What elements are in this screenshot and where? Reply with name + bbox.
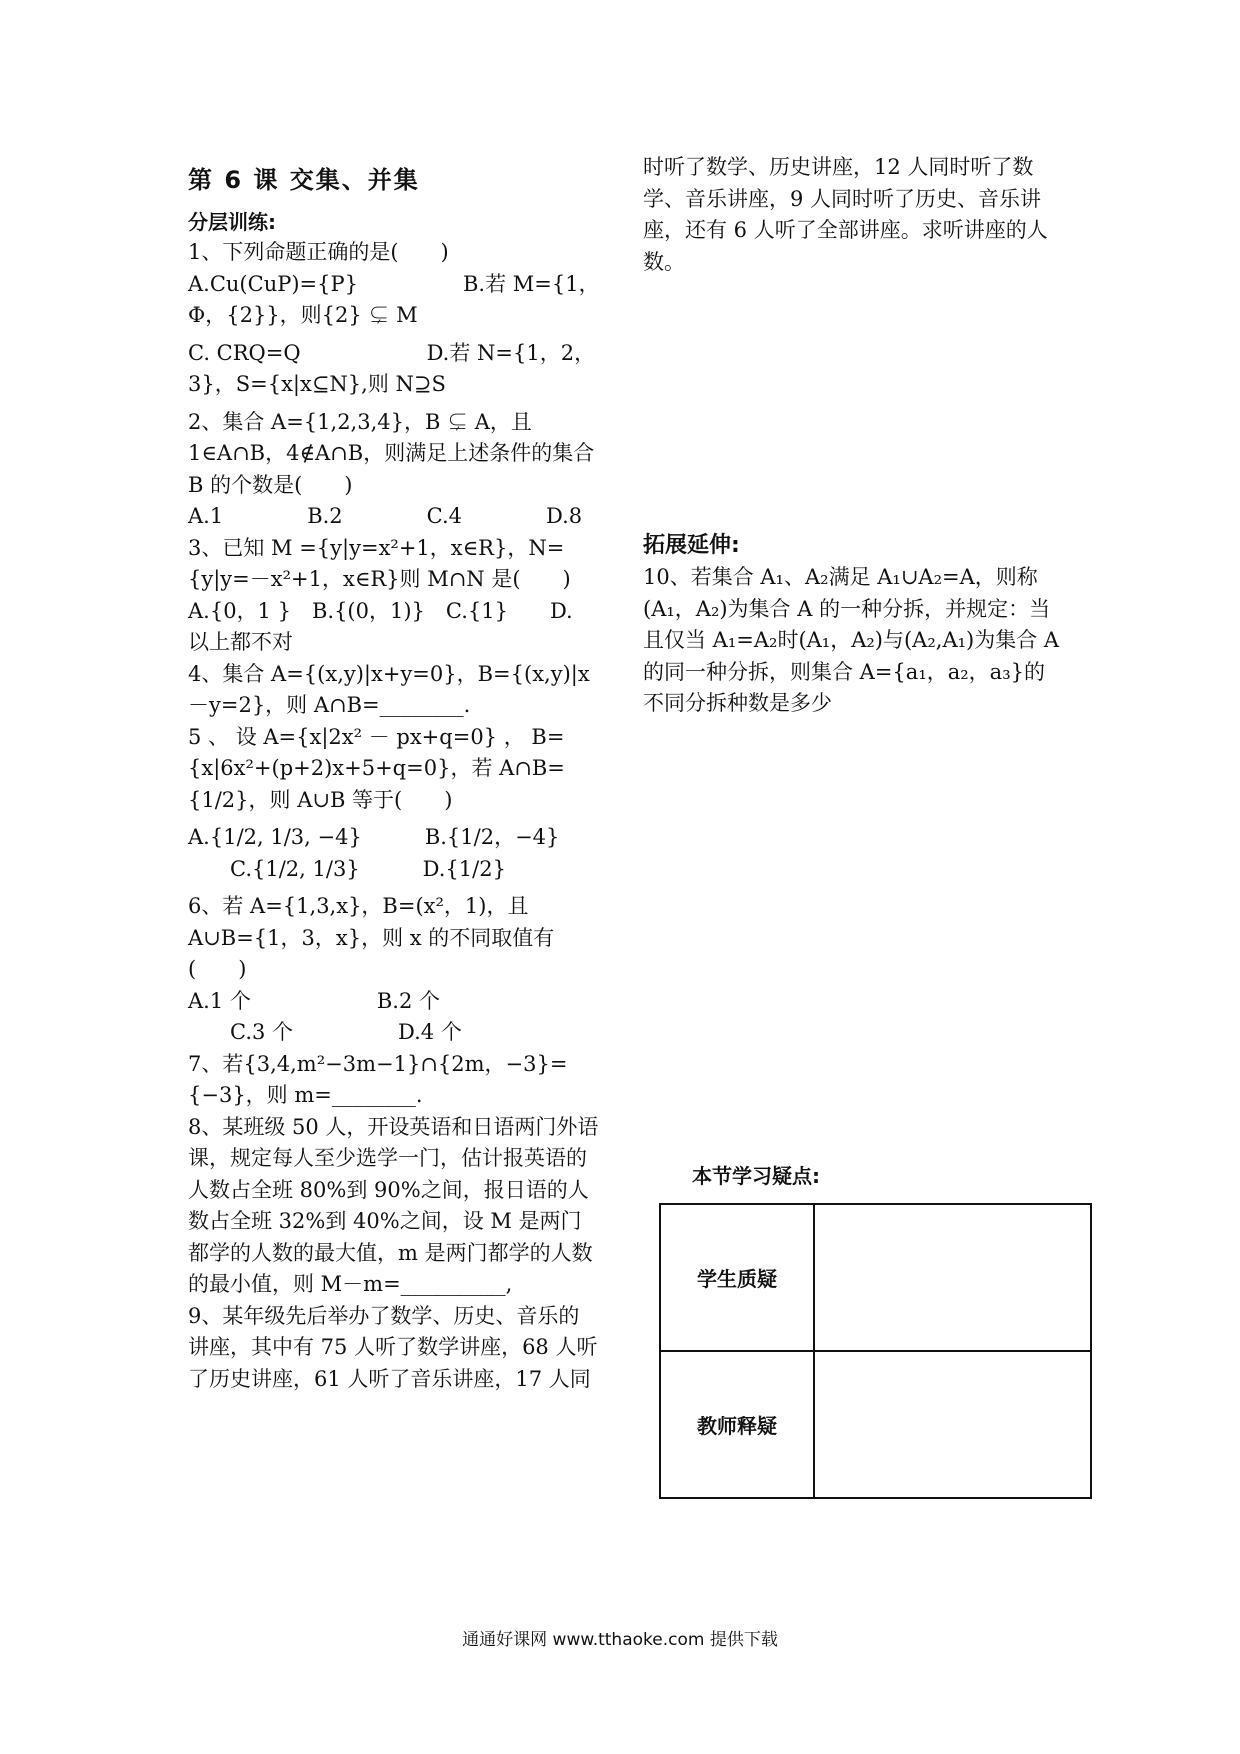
- question-8: 8、某班级 50 人，开设英语和日语两门外语课，规定每人至少选学一门，估计报英语的人数占全班 80%到 90%之间，报日语的人数占全班 32%到 40%之间，设 M 是两门都学的人数的最大值，m 是两门都学的人数的最小值，则 M－m=__________,: [188, 1114, 599, 1296]
- footer-credit: 通通好课网 www.tthaoke.com 提供下载: [462, 1630, 778, 1650]
- left-column: [188, 163, 600, 1395]
- section-practice-heading: 分层训练:: [188, 210, 276, 234]
- question-2-options: A.1 B.2 C.4 D.8: [188, 504, 583, 528]
- teacher-answer-cell: [814, 1351, 1091, 1498]
- teacher-answer-label: 教师释疑: [660, 1351, 814, 1498]
- section-extend-heading: 拓展延伸:: [643, 533, 740, 558]
- student-question-cell: [814, 1204, 1091, 1351]
- question-6-options-ab: A.1 个 B.2 个: [188, 988, 441, 1013]
- question-5-options-cd: C.{1/2, 1/3} D.{1/2}: [230, 856, 506, 881]
- question-10: 10、若集合 A₁、A₂满足 A₁∪A₂=A，则称(A₁，A₂)为集合 A 的一种分拆，并规定：当且仅当 A₁=A₂时(A₁，A₂)与(A₂,A₁)为集合 A 的同一种分拆，则集合 A={a₁，a₂，a₃}的不同分拆种数是多少: [643, 565, 1060, 715]
- question-6: 6、若 A={1,3,x}，B=(x²，1)，且 A∪B={1，3，x}，则 x 的不同取值有( ): [188, 894, 555, 981]
- question-9-continued: 时听了数学、历史讲座，12 人同时听了数学、音乐讲座，9 人同时听了历史、音乐讲座，还有 6 人听了全部讲座。求听讲座的人数。: [643, 155, 1048, 274]
- doubts-table: [659, 1203, 1092, 1499]
- table-row: [660, 1204, 1091, 1351]
- question-5: 5 、 设 A={x|2x² － px+q=0} ， B={x|6x²+(p+2)x+5+q=0}，若 A∩B={1/2}，则 A∪B 等于( ): [188, 724, 565, 812]
- table-row: [660, 1351, 1091, 1498]
- question-1-options-cd: C. CRQ=Q D.若 N={1，2，3}，S={x|x⊆N},则 N⊇S: [188, 340, 596, 396]
- question-3: 3、已知 M ={y|y=x²+1，x∈R}，N={y|y=－x²+1，x∈R}则 M∩N 是( ): [188, 535, 571, 591]
- right-column: [643, 152, 1061, 720]
- lesson-title: 第 6 课 交集、并集: [188, 166, 420, 194]
- student-question-label: 学生质疑: [660, 1204, 814, 1351]
- question-1: 1、下列命题正确的是( ): [188, 240, 449, 264]
- question-6-options-cd: C.3 个 D.4 个: [230, 1020, 462, 1044]
- doubts-title: 本节学习疑点:: [692, 1164, 820, 1188]
- question-7: 7、若{3,4,m²−3m−1}∩{2m，−3}={−3}，则 m=________.: [188, 1051, 568, 1107]
- question-2: 2、集合 A={1,2,3,4}，B ⊊ A，且 1∈A∩B，4∉A∩B，则满足上述条件的集合 B 的个数是( ): [188, 409, 595, 497]
- question-3-options: A.{0，1 } B.{(0，1)} C.{1} D. 以上都不对: [188, 598, 573, 654]
- question-4: 4、集合 A={(x,y)|x+y=0}，B={(x,y)|x－y=2}，则 A∩B=________.: [188, 661, 590, 717]
- question-1-options-ab: A.Cu(CuP)={P} B.若 M={1，Φ，{2}}，则{2} ⊊ M: [188, 271, 600, 327]
- question-9: 9、某年级先后举办了数学、历史、音乐的讲座，其中有 75 人听了数学讲座，68 人听了历史讲座，61 人听了音乐讲座，17 人同: [188, 1303, 598, 1391]
- question-5-options-ab: A.{1/2, 1/3, −4} B.{1/2，−4}: [188, 825, 560, 849]
